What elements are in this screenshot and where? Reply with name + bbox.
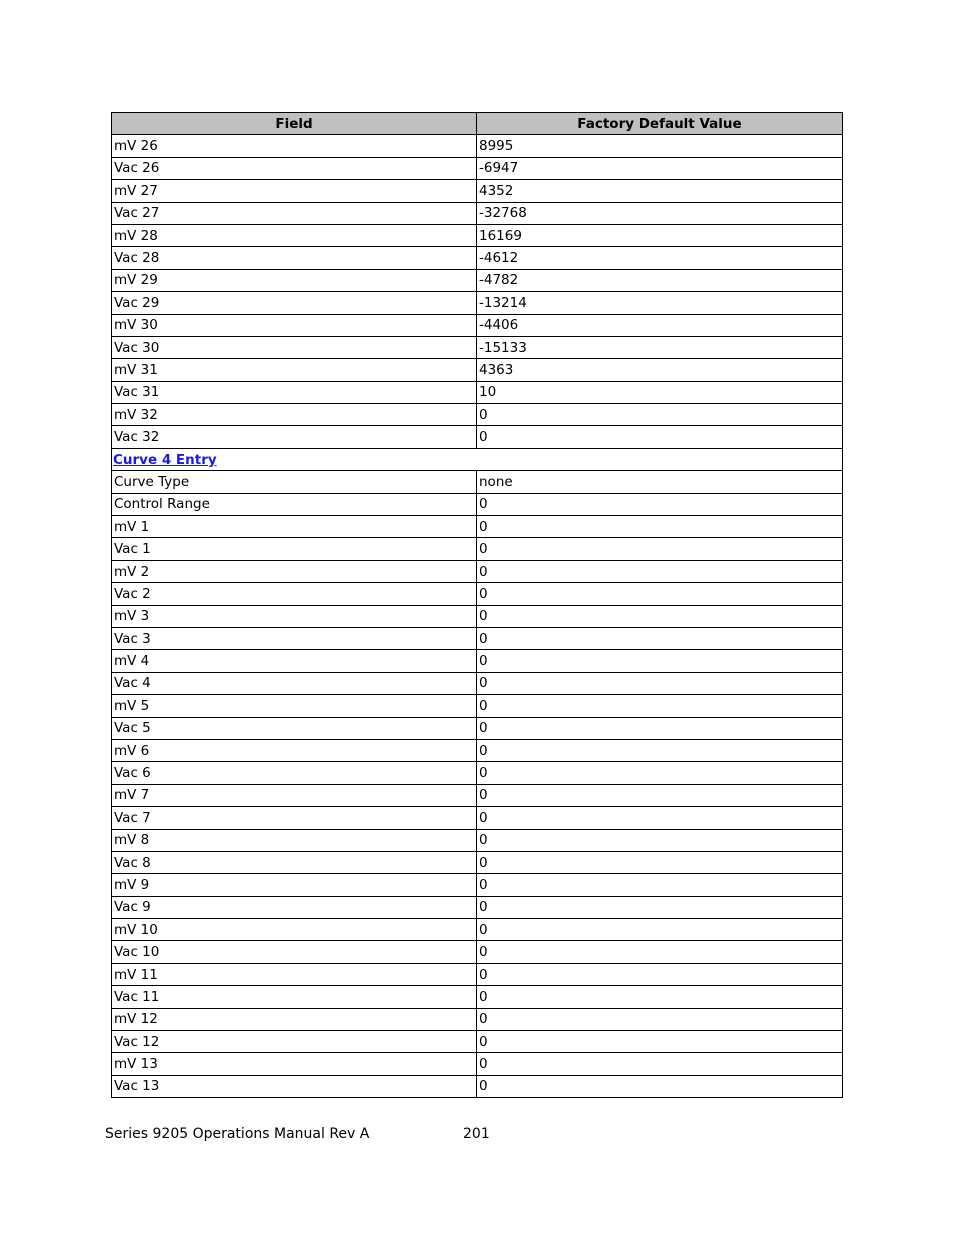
footer-page-number: 201: [463, 1126, 490, 1142]
table-row: [112, 784, 843, 806]
table-row: [112, 538, 843, 560]
default-value-cell: 0: [477, 963, 843, 985]
table-row: [112, 807, 843, 829]
table-row: [112, 583, 843, 605]
table-row: [112, 426, 843, 448]
default-value-cell: 0: [477, 560, 843, 582]
table-row: [112, 247, 843, 269]
field-cell: Vac 26: [112, 157, 477, 179]
field-cell: mV 6: [112, 739, 477, 761]
default-value-cell: 0: [477, 627, 843, 649]
field-cell: Vac 27: [112, 202, 477, 224]
table-row: [112, 560, 843, 582]
default-value-cell: 0: [477, 941, 843, 963]
table-row: [112, 896, 843, 918]
field-cell: mV 12: [112, 1008, 477, 1030]
table-row: [112, 224, 843, 246]
table-row: [112, 1008, 843, 1030]
field-cell: Vac 29: [112, 292, 477, 314]
table-row: [112, 516, 843, 538]
table-header-row: [112, 113, 843, 135]
table-row: [112, 1031, 843, 1053]
default-value-cell: 0: [477, 762, 843, 784]
field-cell: mV 11: [112, 963, 477, 985]
default-value-cell: 0: [477, 516, 843, 538]
table-row: [112, 493, 843, 515]
section-title-link[interactable]: Curve 4 Entry: [112, 448, 843, 470]
default-value-cell: 0: [477, 1031, 843, 1053]
table-row: [112, 292, 843, 314]
default-value-cell: 0: [477, 717, 843, 739]
field-cell: mV 29: [112, 269, 477, 291]
field-cell: mV 10: [112, 919, 477, 941]
default-value-cell: 0: [477, 807, 843, 829]
default-value-cell: -6947: [477, 157, 843, 179]
table-row: [112, 336, 843, 358]
field-cell: mV 2: [112, 560, 477, 582]
column-header-default-value: Factory Default Value: [477, 113, 843, 135]
default-value-cell: -15133: [477, 336, 843, 358]
field-cell: mV 32: [112, 404, 477, 426]
field-cell: mV 13: [112, 1053, 477, 1075]
field-cell: Vac 30: [112, 336, 477, 358]
field-cell: mV 4: [112, 650, 477, 672]
table-body-after: [112, 471, 843, 1098]
field-cell: Vac 3: [112, 627, 477, 649]
table-row: [112, 314, 843, 336]
table-row: [112, 874, 843, 896]
default-value-cell: 0: [477, 1008, 843, 1030]
default-value-cell: -4612: [477, 247, 843, 269]
table-row: [112, 180, 843, 202]
default-value-cell: 0: [477, 739, 843, 761]
table-row: [112, 672, 843, 694]
default-value-cell: 0: [477, 538, 843, 560]
field-cell: mV 27: [112, 180, 477, 202]
default-value-cell: -13214: [477, 292, 843, 314]
default-value-cell: 0: [477, 874, 843, 896]
table-row: [112, 941, 843, 963]
field-cell: Vac 10: [112, 941, 477, 963]
field-cell: Vac 6: [112, 762, 477, 784]
table-row: [112, 717, 843, 739]
default-value-cell: 4352: [477, 180, 843, 202]
default-value-cell: 0: [477, 1075, 843, 1097]
field-cell: mV 26: [112, 135, 477, 157]
table-body-before: [112, 135, 843, 448]
table-row: [112, 627, 843, 649]
default-value-cell: 4363: [477, 359, 843, 381]
default-value-cell: -32768: [477, 202, 843, 224]
field-cell: Vac 9: [112, 896, 477, 918]
field-cell: Vac 7: [112, 807, 477, 829]
field-cell: Vac 1: [112, 538, 477, 560]
table-row: [112, 404, 843, 426]
default-value-cell: 0: [477, 605, 843, 627]
defaults-table: [111, 112, 843, 1098]
table-row: [112, 963, 843, 985]
default-value-cell: 0: [477, 650, 843, 672]
field-cell: mV 31: [112, 359, 477, 381]
field-cell: Vac 5: [112, 717, 477, 739]
default-value-cell: -4782: [477, 269, 843, 291]
field-cell: Vac 12: [112, 1031, 477, 1053]
default-value-cell: 0: [477, 404, 843, 426]
field-cell: mV 3: [112, 605, 477, 627]
default-value-cell: 16169: [477, 224, 843, 246]
default-value-cell: 0: [477, 583, 843, 605]
field-cell: Vac 8: [112, 851, 477, 873]
default-value-cell: 0: [477, 784, 843, 806]
table-row: [112, 1075, 843, 1097]
column-header-field: Field: [112, 113, 477, 135]
field-cell: Vac 13: [112, 1075, 477, 1097]
field-cell: Control Range: [112, 493, 477, 515]
default-value-cell: 0: [477, 493, 843, 515]
field-cell: Vac 32: [112, 426, 477, 448]
field-cell: mV 9: [112, 874, 477, 896]
table-row: [112, 695, 843, 717]
table-row: [112, 1053, 843, 1075]
default-value-cell: 0: [477, 829, 843, 851]
table-row: [112, 471, 843, 493]
field-cell: mV 5: [112, 695, 477, 717]
default-value-cell: 0: [477, 672, 843, 694]
table-row: [112, 269, 843, 291]
default-value-cell: -4406: [477, 314, 843, 336]
table-row: [112, 739, 843, 761]
field-cell: mV 30: [112, 314, 477, 336]
default-value-cell: none: [477, 471, 843, 493]
default-value-cell: 0: [477, 695, 843, 717]
footer-manual-title: Series 9205 Operations Manual Rev A: [105, 1126, 370, 1142]
default-value-cell: 0: [477, 919, 843, 941]
section-row: [112, 448, 843, 470]
table-row: [112, 851, 843, 873]
table-row: [112, 650, 843, 672]
section-row-group: [112, 448, 843, 470]
field-cell: Vac 11: [112, 986, 477, 1008]
field-cell: Vac 31: [112, 381, 477, 403]
default-value-cell: 10: [477, 381, 843, 403]
table-row: [112, 986, 843, 1008]
table-row: [112, 359, 843, 381]
field-cell: mV 1: [112, 516, 477, 538]
default-value-cell: 0: [477, 851, 843, 873]
table-row: [112, 919, 843, 941]
field-cell: mV 7: [112, 784, 477, 806]
table-row: [112, 829, 843, 851]
default-value-cell: 0: [477, 896, 843, 918]
table-row: [112, 157, 843, 179]
default-value-cell: 0: [477, 986, 843, 1008]
table-row: [112, 605, 843, 627]
default-value-cell: 0: [477, 426, 843, 448]
field-cell: mV 8: [112, 829, 477, 851]
table-row: [112, 762, 843, 784]
field-cell: Curve Type: [112, 471, 477, 493]
table-row: [112, 202, 843, 224]
field-cell: Vac 4: [112, 672, 477, 694]
default-value-cell: 0: [477, 1053, 843, 1075]
default-value-cell: 8995: [477, 135, 843, 157]
field-cell: mV 28: [112, 224, 477, 246]
field-cell: Vac 2: [112, 583, 477, 605]
field-cell: Vac 28: [112, 247, 477, 269]
table-row: [112, 381, 843, 403]
table-row: [112, 135, 843, 157]
